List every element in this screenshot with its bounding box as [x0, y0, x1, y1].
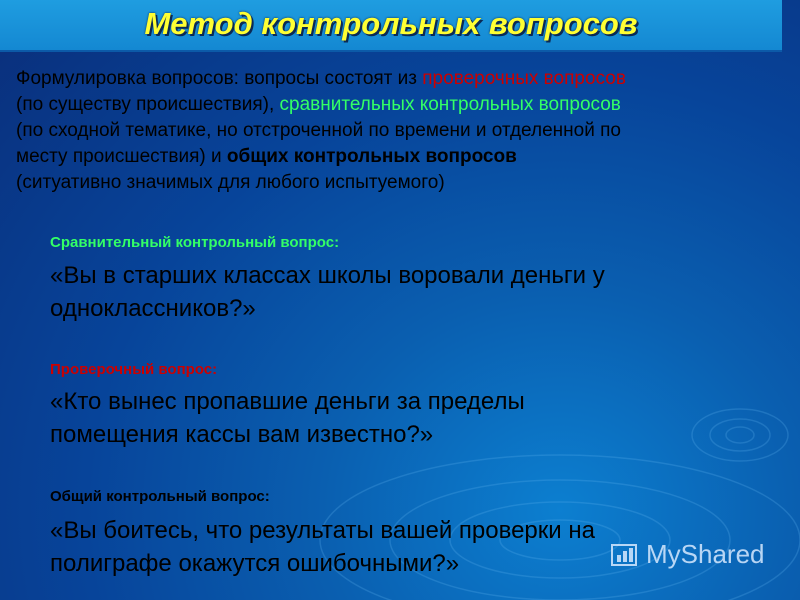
intro-line-4	[16, 144, 786, 170]
quote-line: «Вы боитесь, что результаты вашей проверки на	[50, 517, 595, 544]
intro-line-1	[16, 66, 786, 92]
check-question-label: Проверочный вопрос:	[50, 361, 218, 378]
general-questions-term: общих контрольных вопросов	[226, 146, 517, 167]
title-bar	[0, 0, 782, 52]
intro-text: (по существу происшествия),	[16, 94, 280, 115]
intro-text: (по сходной тематике, но отстроченной по времени и отделенной по	[16, 120, 621, 141]
watermark	[610, 537, 785, 571]
comparative-question-quote	[50, 259, 750, 325]
check-questions-term: проверочных вопросов	[422, 68, 626, 89]
intro-text: месту происшествия) и	[16, 146, 227, 167]
comparative-question-label: Сравнительный контрольный вопрос:	[50, 234, 340, 251]
intro-text: Формулировка вопросов: вопросы состоят из	[16, 68, 423, 89]
intro-line-3	[16, 118, 786, 144]
quote-line: одноклассников?»	[50, 295, 256, 322]
intro-text: (ситуативно значимых для любого испытуемого)	[16, 172, 445, 193]
watermark-text: MyShared	[646, 538, 765, 569]
quote-line: «Вы в старших классах школы воровали деньги у	[50, 262, 605, 289]
quote-line: «Кто вынес пропавшие деньги за пределы	[50, 388, 525, 415]
check-question-quote	[50, 385, 750, 451]
quote-line: помещения кассы вам известно?»	[50, 421, 434, 448]
chart-logo-icon	[610, 539, 640, 569]
intro-line-5	[16, 170, 786, 196]
intro-paragraph	[16, 66, 786, 196]
slide-title: Метод контрольных вопросов	[144, 6, 638, 41]
intro-line-2	[16, 92, 786, 118]
comparative-questions-term: сравнительных контрольных вопросов	[279, 94, 621, 115]
quote-line: полиграфе окажутся ошибочными?»	[50, 550, 460, 577]
general-question-label: Общий контрольный вопрос:	[50, 488, 270, 505]
